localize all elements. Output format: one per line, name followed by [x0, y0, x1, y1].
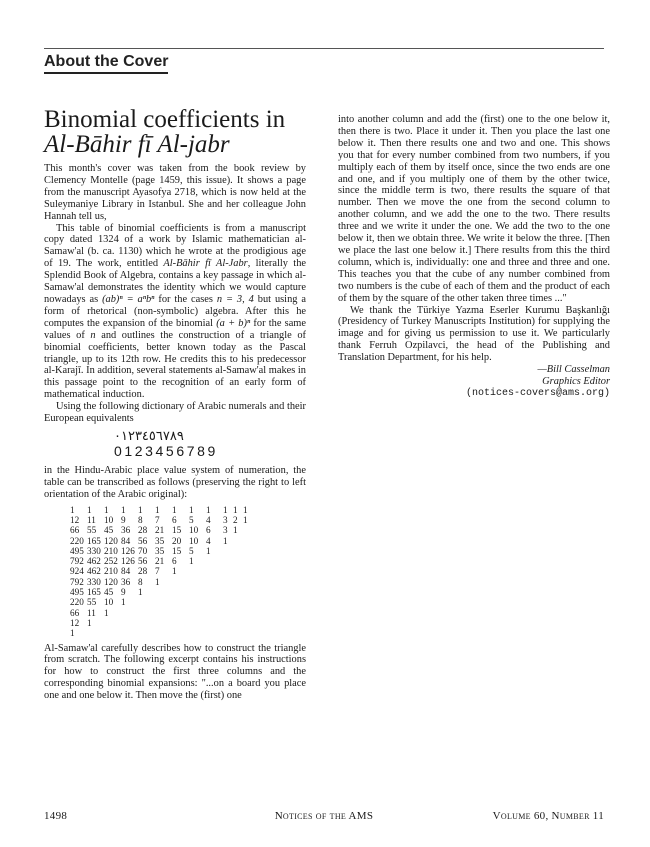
- table-cell: [206, 597, 223, 607]
- article-title: [44, 107, 306, 157]
- table-cell: 12: [70, 514, 80, 525]
- table-cell: [172, 618, 189, 628]
- table-cell: 220: [70, 535, 84, 546]
- title-line-1: Binomial coefficients in: [44, 106, 286, 133]
- table-cell: 10: [189, 525, 199, 536]
- table-cell: 21: [155, 556, 165, 567]
- acknowledgment-paragraph: We thank the Türkiye Yazma Eserler Kurumu Başkanlığı (Presidency of Turkey Manuscripts Institution) for supplying the image and for giving us permission to use it. We particularly thank Ferruh Ozpilavci, the head of the Publishing and Translation Department, for his help.: [338, 304, 610, 364]
- table-row: [70, 577, 253, 587]
- table-cell: 1: [70, 628, 75, 639]
- table-cell: 12: [70, 617, 80, 628]
- table-cell: [104, 628, 121, 638]
- table-cell: [223, 566, 233, 576]
- table-cell: [87, 628, 104, 638]
- table-cell: [206, 577, 223, 587]
- table-cell: [243, 546, 253, 556]
- table-cell: 1: [104, 504, 109, 515]
- table-cell: [243, 597, 253, 607]
- binomial-formula: (a + b)ⁿ: [216, 317, 251, 329]
- table-cell: 10: [104, 597, 114, 608]
- table-cell: 120: [104, 576, 118, 587]
- table-cell: [223, 587, 233, 597]
- table-cell: 462: [87, 566, 101, 577]
- table-cell: [138, 597, 155, 607]
- volume-info: Volume 60, Number 11: [492, 810, 604, 822]
- table-cell: 35: [155, 545, 165, 556]
- table-cell: 66: [70, 607, 80, 618]
- table-cell: [172, 628, 189, 638]
- quoted-paragraph: This table of binomial coefficients is from a manuscript copy dated 1324 of a work by Islamic mathematician al-Samaw'al (b. ca. 1130) which he wrote at the prodigious age of 19. The work, entitled Al-Bāhir fī Al-Jabr, literally the Splendid Book of Algebra, contains a key passage in which al-Samaw'al demonstrates the identity which we would capture nowadays as (ab)ⁿ = aⁿbⁿ for the cases n = 3, 4 but using a form of rhetorical (non-symbolic) algebra. After this he computes the expansion of the binomial (a + b)ⁿ for the same values of n and outlines the construction of a triangle of binomial coefficients, better known today as the Pascal triangle, up to its 12th row. He credits this to his predecessor al-Karajī. In addition, several statements al-Samaw'al makes in this passage point to the recognition of an early form of mathematical induction.: [44, 222, 307, 401]
- table-cell: 45: [104, 587, 114, 598]
- table-cell: [138, 608, 155, 618]
- table-cell: 11: [87, 514, 96, 525]
- table-cell: 1: [206, 545, 211, 556]
- table-cell: [172, 608, 189, 618]
- table-cell: 4: [206, 535, 211, 546]
- table-cell: 1: [233, 504, 238, 515]
- table-cell: 10: [104, 514, 114, 525]
- table-cell: [138, 628, 155, 638]
- table-cell: [243, 608, 253, 618]
- section-header: About the Cover: [44, 52, 168, 74]
- table-cell: [233, 628, 243, 638]
- table-cell: 792: [70, 556, 84, 567]
- table-cell: [172, 597, 189, 607]
- table-cell: [206, 566, 223, 576]
- table-cell: [206, 618, 223, 628]
- construction-paragraph: Al-Samaw'al carefully describes how to construct the triangle from scratch. The following excerpt contains his instructions for how to construct the first three columns and the corresponding binomial expansions: "...on a board you place one and one below it. Then move the (first) one: [44, 642, 306, 702]
- intro-paragraph: This month's cover was taken from the book review by Clemency Montelle (page 1459, this issue). It shows a page from the manuscript Ayasofya 2718, which is now held at the Suleymaniye Library in Istanbul. She and her colleague John Hannah tell us,: [44, 163, 306, 222]
- table-cell: [155, 628, 172, 638]
- table-cell: 1: [189, 504, 194, 515]
- table-cell: 1: [70, 504, 75, 515]
- table-row: [70, 525, 253, 535]
- european-digits: 0123456789: [114, 442, 218, 459]
- table-cell: 55: [87, 597, 97, 608]
- table-cell: [223, 577, 233, 587]
- cases-formula: n = 3, 4: [216, 293, 254, 305]
- book-title: Al-Bāhir fī Al-Jabr: [163, 258, 248, 270]
- table-cell: 21: [155, 525, 165, 536]
- table-cell: 3: [223, 525, 228, 536]
- table-cell: [189, 597, 206, 607]
- table-cell: 1: [189, 556, 194, 567]
- table-cell: [155, 618, 172, 628]
- contact-email: (notices-covers@ams.org): [465, 387, 610, 399]
- table-cell: [243, 566, 253, 576]
- table-cell: [138, 618, 155, 628]
- table-cell: 36: [121, 576, 131, 587]
- table-cell: [155, 587, 172, 597]
- table-cell: [243, 525, 253, 535]
- table-cell: [189, 587, 206, 597]
- table-cell: [233, 618, 243, 628]
- table-cell: 495: [70, 545, 84, 556]
- table-cell: 924: [70, 566, 84, 577]
- table-cell: 120: [104, 535, 118, 546]
- table-cell: [233, 556, 243, 566]
- dictionary-intro: Using the following dictionary of Arabic numerals and their European equivalents: [44, 401, 306, 425]
- table-cell: [172, 587, 189, 597]
- table-row: [70, 628, 253, 638]
- table-cell: [172, 577, 189, 587]
- table-cell: [189, 618, 206, 628]
- table-cell: 252: [104, 556, 118, 567]
- table-cell: 1: [87, 504, 92, 515]
- table-cell: [233, 577, 243, 587]
- table-cell: 36: [121, 525, 131, 536]
- table-row: [70, 566, 253, 576]
- table-cell: [223, 597, 233, 607]
- table-cell: 1: [104, 607, 109, 618]
- table-cell: 210: [104, 566, 118, 577]
- table-cell: 2: [233, 514, 238, 525]
- table-cell: 84: [121, 535, 131, 546]
- table-cell: [189, 577, 206, 587]
- table-cell: 1: [138, 587, 143, 598]
- table-cell: 4: [206, 514, 211, 525]
- table-cell: 330: [87, 576, 101, 587]
- table-cell: 1: [121, 504, 126, 515]
- table-cell: 1: [172, 504, 177, 515]
- table-cell: [223, 618, 233, 628]
- binomial-table: [70, 505, 253, 639]
- table-cell: 1: [155, 504, 160, 515]
- page-number: 1498: [44, 810, 68, 822]
- table-cell: 126: [121, 556, 135, 567]
- table-cell: 1: [121, 597, 126, 608]
- table-cell: 1: [243, 504, 248, 515]
- table-cell: [233, 566, 243, 576]
- table-cell: 210: [104, 545, 118, 556]
- table-cell: [121, 608, 138, 618]
- table-cell: 8: [138, 576, 143, 587]
- table-cell: 6: [206, 525, 211, 536]
- table-cell: [223, 608, 233, 618]
- arabic-digits: ٠١٢٣٤٥٦٧٨٩: [114, 428, 184, 444]
- page-footer: [44, 810, 604, 824]
- table-cell: [233, 536, 243, 546]
- table-cell: 7: [155, 566, 160, 577]
- table-cell: [233, 587, 243, 597]
- table-cell: 55: [87, 525, 97, 536]
- top-rule: [44, 48, 604, 49]
- table-cell: 11: [87, 607, 96, 618]
- excerpt-continuation: into another column and add the (first) one to the one below it, then there is two. Place it under it. Then you place the last one below it. Then there results one and two and one. This shows you that for every number combined from two numbers, if you multiply each of them by itself once, since the two ends are one and one, and if you multiply one of them by the other twice, since the middle term is two, there results the square of that number. Then we move the one from the second column to another column, and we add the one to the two. There results three and we write it under the one. We add the two to the one below it, then we obtain three. We write it below the three. [Then we place the last one below it.] There results from this the third column, which is, individually: one and three and three and one. This teaches you that the cube of any number combined from two numbers is the cube of each of them and the product of each of them by the square of the other taken three times ...": [338, 114, 610, 304]
- table-cell: [223, 628, 233, 638]
- table-cell: [104, 618, 121, 628]
- table-cell: 1: [206, 504, 211, 515]
- table-cell: [121, 618, 138, 628]
- table-cell: 165: [87, 587, 101, 598]
- table-cell: 28: [138, 525, 148, 536]
- table-row: [70, 608, 253, 618]
- table-cell: 84: [121, 566, 131, 577]
- table-cell: 1: [223, 535, 228, 546]
- transcription-intro: in the Hindu-Arabic place value system of numeration, the table can be transcribed as follows (preserving the right to left orientation of the Arabic original):: [44, 464, 306, 500]
- numeral-dictionary: [114, 429, 306, 459]
- table-row: [70, 515, 253, 525]
- table-cell: 1: [155, 576, 160, 587]
- table-cell: 56: [138, 535, 148, 546]
- journal-name: Notices of the AMS: [274, 810, 374, 822]
- left-column: [44, 107, 306, 702]
- table-cell: 126: [121, 545, 135, 556]
- table-cell: [233, 546, 243, 556]
- table-cell: 15: [172, 545, 182, 556]
- table-cell: 1: [233, 525, 238, 536]
- table-cell: 7: [155, 514, 160, 525]
- table-row: [70, 618, 253, 628]
- table-cell: [155, 597, 172, 607]
- table-cell: [243, 618, 253, 628]
- table-cell: [233, 597, 243, 607]
- table-cell: 1: [138, 504, 143, 515]
- table-cell: [243, 536, 253, 546]
- signature-title: Graphics Editor: [542, 375, 610, 387]
- table-row: [70, 556, 253, 566]
- table-cell: [243, 556, 253, 566]
- table-row: [70, 587, 253, 597]
- table-cell: [243, 628, 253, 638]
- table-cell: [233, 608, 243, 618]
- table-row: [70, 597, 253, 607]
- table-cell: [206, 608, 223, 618]
- table-row: [70, 546, 253, 556]
- table-cell: 220: [70, 597, 84, 608]
- table-row: [70, 505, 253, 515]
- signature-name: —Bill Casselman: [537, 364, 610, 376]
- table-cell: 792: [70, 576, 84, 587]
- table-cell: 56: [138, 556, 148, 567]
- table-cell: [189, 566, 206, 576]
- table-cell: 10: [189, 535, 199, 546]
- table-cell: [223, 556, 233, 566]
- table-cell: 1: [87, 617, 92, 628]
- table-cell: 330: [87, 545, 101, 556]
- table-cell: 9: [121, 587, 126, 598]
- n-variable: n: [90, 329, 96, 341]
- table-cell: [155, 608, 172, 618]
- identity-formula: (ab)ⁿ = aⁿbⁿ: [102, 293, 155, 305]
- table-cell: 28: [138, 566, 148, 577]
- table-cell: [243, 577, 253, 587]
- table-cell: [189, 608, 206, 618]
- table-cell: 45: [104, 525, 114, 536]
- table-cell: 495: [70, 587, 84, 598]
- table-cell: 20: [172, 535, 182, 546]
- table-cell: 5: [189, 545, 194, 556]
- table-cell: 462: [87, 556, 101, 567]
- table-cell: [189, 628, 206, 638]
- table-cell: 15: [172, 525, 182, 536]
- table-row: [70, 536, 253, 546]
- table-cell: 165: [87, 535, 101, 546]
- table-cell: 35: [155, 535, 165, 546]
- table-cell: 3: [223, 514, 228, 525]
- table-cell: 66: [70, 525, 80, 536]
- table-cell: 8: [138, 514, 143, 525]
- table-cell: 9: [121, 514, 126, 525]
- table-cell: 6: [172, 514, 177, 525]
- table-cell: [206, 587, 223, 597]
- table-cell: 6: [172, 556, 177, 567]
- table-cell: 5: [189, 514, 194, 525]
- right-column: [338, 114, 610, 400]
- table-cell: [243, 587, 253, 597]
- table-cell: [223, 546, 233, 556]
- table-cell: 1: [243, 514, 248, 525]
- table-cell: 70: [138, 545, 148, 556]
- table-cell: [206, 556, 223, 566]
- table-cell: 1: [172, 566, 177, 577]
- title-line-2: Al-Bāhir fī Al-jabr: [44, 131, 230, 158]
- table-cell: 1: [223, 504, 228, 515]
- table-cell: [206, 628, 223, 638]
- table-cell: [121, 628, 138, 638]
